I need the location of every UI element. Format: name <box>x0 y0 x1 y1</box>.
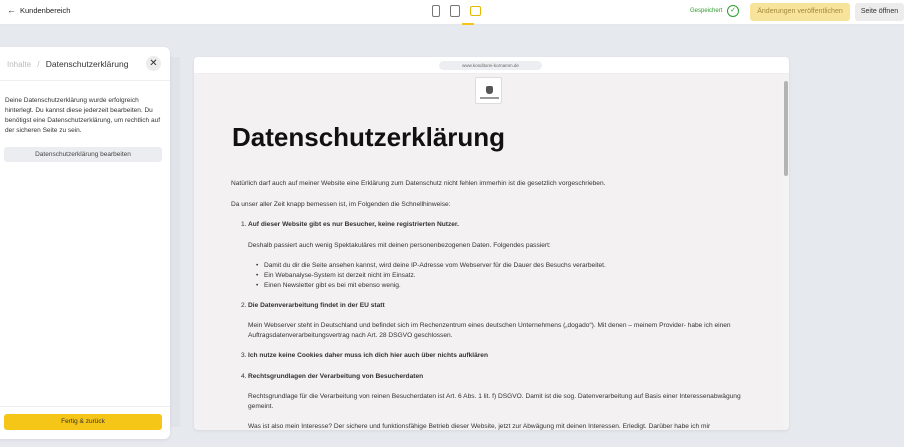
list-item-text: Was ist also mein Interesse? Der sichere und funktionsfähige Betrieb dieser Website, jetzt zur Abwägung mit deinen Interessen. Erledigt. Darüber habe ich mir <box>248 423 711 430</box>
publish-button[interactable]: Änderungen veröffentlichen <box>750 3 850 21</box>
cup-icon <box>486 86 493 94</box>
breadcrumb-current: Datenschutzerklärung <box>45 59 129 69</box>
site-logo <box>475 77 502 104</box>
divider <box>0 406 170 407</box>
saved-status: Gespeichert <box>690 8 723 14</box>
list-item: 2. Die Datenverarbeitung findet in der EU statt <box>241 301 385 309</box>
bullet-item: • Damit du dir die Seite ansehen kannst, wird deine IP-Adresse vom Webserver für die Dauer des Besuchs verarbeitet. <box>256 261 606 269</box>
breadcrumb-separator: / <box>37 60 40 69</box>
back-link[interactable] <box>7 6 70 15</box>
bullet-item: • Ein Webanalyse-System ist derzeit nicht im Einsatz. <box>256 271 416 279</box>
scrollbar-thumb[interactable] <box>784 81 788 176</box>
list-item-heading: Rechtsgrundlagen der Verarbeitung von Besucherdaten <box>248 372 424 380</box>
edit-privacy-button[interactable]: Datenschutzerklärung bearbeiten <box>4 147 162 162</box>
close-icon[interactable]: ✕ <box>146 56 161 71</box>
side-panel <box>0 47 170 439</box>
check-circle-icon: ✓ <box>727 5 739 17</box>
bullet-item: • Einen Newsletter gibt es bei mit ebenso wenig. <box>256 281 401 289</box>
preview-frame <box>194 57 789 430</box>
url-bar <box>194 57 789 74</box>
done-back-button[interactable]: Fertig & zurück <box>4 414 162 430</box>
mobile-view-icon[interactable] <box>432 5 440 17</box>
breadcrumb-root[interactable]: Inhalte <box>7 60 32 69</box>
tablet-view-icon[interactable] <box>450 5 460 17</box>
arrow-left-icon: ← <box>7 5 16 15</box>
open-page-button[interactable]: Seite öffnen <box>855 3 904 21</box>
intro-paragraph: Natürlich darf auch auf meiner Website eine Erklärung zum Datenschutz nicht fehlen immerhin ist die gesetzlich vorgeschrieben. <box>231 180 606 187</box>
list-item-heading: Die Datenverarbeitung findet in der EU statt <box>248 301 385 309</box>
info-text: Deine Datenschutzerklärung wurde erfolgreich hinterlegt. Du kannst diese jederzeit bearbeiten. Du benötigst eine Datenschutzerklärung, um rechtlich auf der sicheren Seite zu sein. <box>5 97 161 134</box>
breadcrumb <box>7 59 128 69</box>
list-item: 1. Auf dieser Website gibt es nur Besucher, keine registrierten Nutzer. <box>241 221 459 228</box>
list-item: 3. Ich nutze keine Cookies daher muss ich dich hier auch über nichts aufklären <box>241 352 489 359</box>
list-item-heading: Auf dieser Website gibt es nur Besucher, keine registrierten Nutzer. <box>248 221 459 228</box>
list-item-text: Mein Webserver steht in Deutschland und befindet sich im Rechenzentrum eines deutschen Unternehmens („dogado“). Mit denen – meinem Provider- habe ich einen Auftragsdatenverarbeitungsvertrag nach Art. 28 DSGVO geschlossen. <box>248 322 731 339</box>
device-switcher <box>432 5 481 17</box>
page-body <box>231 179 751 430</box>
url-display: www.konditorei-kornamm.de <box>439 61 542 70</box>
top-bar <box>0 0 904 25</box>
logo-wordmark <box>480 97 499 99</box>
bullet-list <box>256 261 751 291</box>
page-title: Datenschutzerklärung <box>232 122 506 152</box>
list-item-text: Rechtsgrundlage für die Verarbeitung von reinen Besucherdaten ist Art. 6 Abs. 1 lit. f) DSGVO. Damit ist die sog. Datenverarbeitung auf Basis einer Interessenabwägung gemeint. <box>248 393 741 410</box>
divider <box>0 80 170 81</box>
list-item: 4. Rechtsgrundlagen der Verarbeitung von Besucherdaten <box>241 372 424 380</box>
desktop-view-icon[interactable] <box>470 6 481 16</box>
preview-page <box>194 74 782 430</box>
intro-paragraph: Da unser aller Zeit knapp bemessen ist, im Folgenden die Schnellhinweise: <box>231 200 451 208</box>
list-item-text: Deshalb passiert auch wenig Spektakuläres mit deinen personenbezogenen Daten. Folgendes passiert: <box>248 241 551 249</box>
active-device-indicator <box>462 23 474 25</box>
panel-backdrop <box>170 57 180 427</box>
back-label: Kundenbereich <box>20 6 71 15</box>
list-item-heading: Ich nutze keine Cookies daher muss ich dich hier auch über nichts aufklären <box>248 352 489 359</box>
